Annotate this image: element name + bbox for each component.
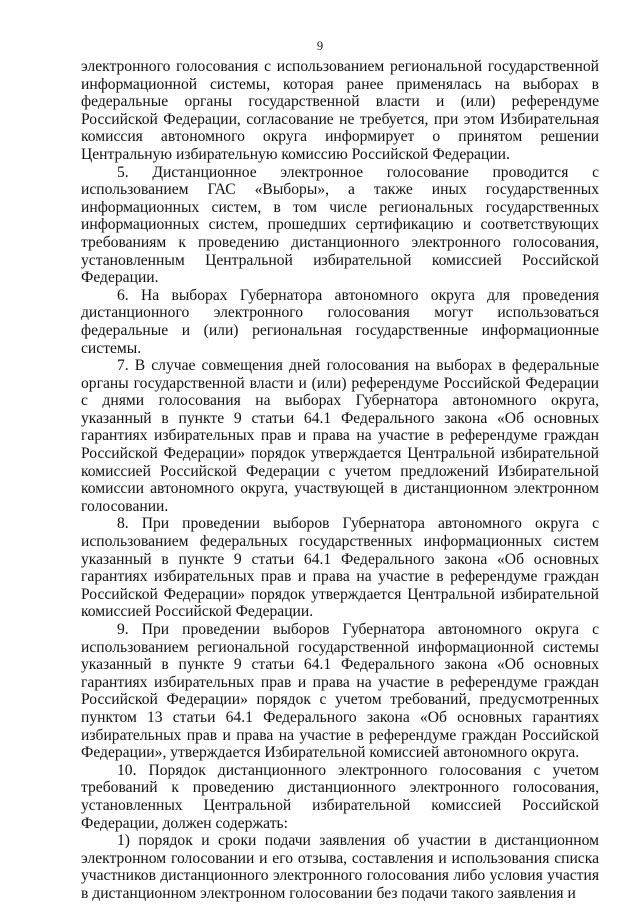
paragraph-item-10: 10. Порядок дистанционного электронного голосования с учетом требований к проведению дистанционного электронного голосования, установленных Центральной избирательной комиссией Российской Федерации, должен содержать: <box>81 761 599 832</box>
page-number: 9 <box>316 39 324 53</box>
paragraph-continuation: электронного голосования с использованием региональной государственной информационной системы, которая ранее применялась на выборах в федеральные органы государственной власти и (или) референдуме Российской Федерации, согласование не требуется, при этом Избирательная комиссия автономного округа информирует о принятом решении Центральную избирательную комиссию Российской Федерации. <box>81 58 599 163</box>
paragraph-subitem-1: 1) порядок и сроки подачи заявления об участии в дистанционном электронном голосовании и его отзыва, составления и использования списка участников дистанционного электронного голосования либо условия участия в дистанционном электронном голосовании без подачи такого заявления и <box>81 832 599 902</box>
paragraph-item-9: 9. При проведении выборов Губернатора автономного округа с использованием региональной государственной информационной системы указанный в пункте 9 статьи 64.1 Федерального закона «Об основных гарантиях избирательных прав и права на участие в референдуме граждан Российской Федерации» порядок с учетом требований, предусмотренных пунктом 13 статьи 64.1 Федерального закона «Об основных гарантиях избирательных прав и права на участие в референдуме граждан Российской Федерации», утверждается Избирательной комиссией автономного округа. <box>81 621 599 762</box>
paragraph-item-6: 6. На выборах Губернатора автономного округа для проведения дистанционного электронного голосования могут использоваться федеральные и (или) региональная государственные информационные системы. <box>81 286 599 357</box>
document-body <box>81 58 599 903</box>
paragraph-item-8: 8. При проведении выборов Губернатора автономного округа с использованием федеральных государственных информационных систем указанный в пункте 9 статьи 64.1 Федерального закона «Об основных гарантиях избирательных прав и права на участие в референдуме граждан Российской Федерации» порядок утверждается Центральной избирательной комиссией Российской Федерации. <box>81 515 599 621</box>
paragraph-item-7: 7. В случае совмещения дней голосования на выборах в федеральные органы государственной власти и (или) референдуме Российской Федерации с днями голосования на выборах Губернатора автономного округа, указанный в пункте 9 статьи 64.1 Федерального закона «Об основных гарантиях избирательных прав и права на участие в референдуме граждан Российской Федерации» порядок утверждается Центральной избирательной комиссией Российской Федерации с учетом предложений Избирательной комиссии автономного округа, участвующей в дистанционном электронном голосовании. <box>81 357 599 515</box>
paragraph-item-5: 5. Дистанционное электронное голосование проводится с использованием ГАС «Выборы», а также иных государственных информационных систем, в том числе региональных государственных информационных систем, прошедших сертификацию и соответствующих требованиям к проведению дистанционного электронного голосования, установленным Центральной избирательной комиссией Российской Федерации. <box>81 163 599 287</box>
